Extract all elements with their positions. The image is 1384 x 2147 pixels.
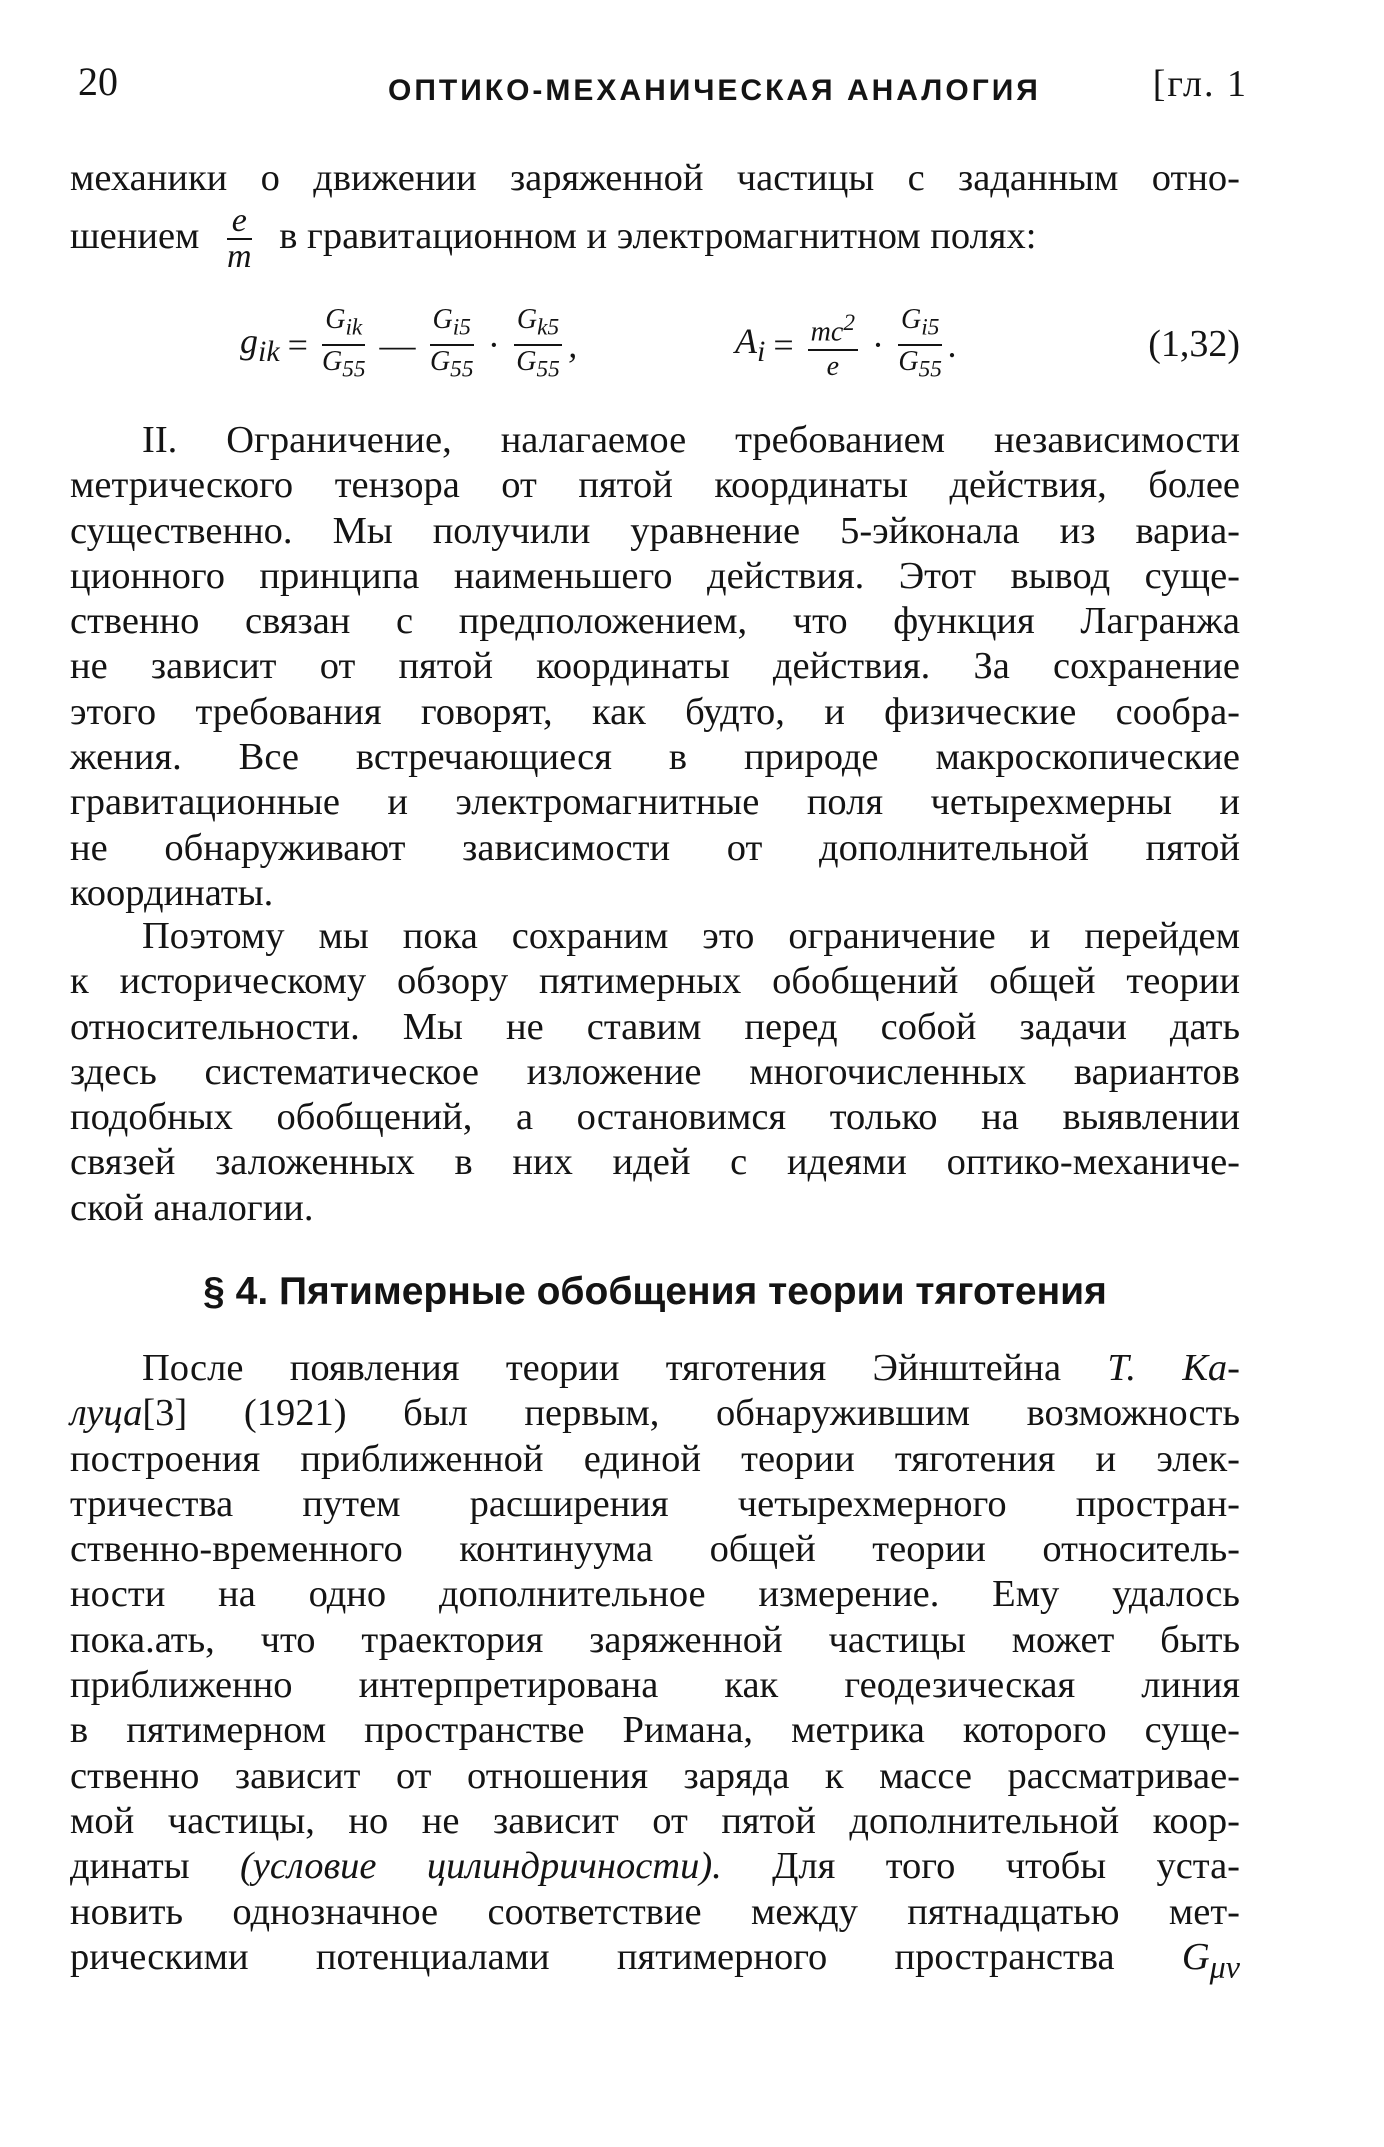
text-line: мой частицы, но не зависит от пятой дополнительной коор- (70, 1799, 1240, 1842)
text-line: не зависит от пятой координаты действия. За сохранение (70, 645, 1240, 688)
section-heading: § 4. Пятимерные обобщения теории тяготения (203, 1270, 1107, 1313)
text-line-with-fraction (70, 201, 1240, 276)
text-line: не обнаруживают зависимости от дополнительной пятой (70, 826, 1240, 869)
paragraph-ii (70, 418, 1240, 916)
text-line: ственно зависит от отношения заряда к массе рассматривае- (70, 1754, 1240, 1797)
text-fragment: шением (70, 215, 200, 258)
fraction-denominator: m (227, 238, 252, 276)
text-line: механики о движении заряженной частицы с заданным отно- (70, 157, 1240, 199)
text-line: этого требования говорят, как будто, и физические сообра- (70, 690, 1240, 733)
metric-equation (240, 290, 577, 400)
text-line: существенно. Мы получили уравнение 5-эйконала из вариа- (70, 509, 1240, 552)
running-title: ОПТИКО-МЕХАНИЧЕСКАЯ АНАЛОГИЯ (388, 74, 1041, 107)
text-line: луца[3] (1921) был первым, обнаружившим возможность (70, 1392, 1240, 1435)
comma: , (568, 325, 578, 365)
fraction: $\frac{G_{i5}}{G_{55}}$ (429, 304, 474, 383)
equation-number: (1,32) (1148, 323, 1240, 365)
e-over-m-fraction (227, 204, 252, 274)
text-line: в пятимерном пространстве Римана, метрика которого суще- (70, 1709, 1240, 1752)
text-line: ности на одно дополнительное измерение. Ему удалось (70, 1573, 1240, 1616)
intro-paragraph (70, 156, 1240, 276)
potential-equation (735, 290, 957, 400)
text-line: Поэтому мы пока сохраним это ограничение и перейдем (142, 915, 1240, 957)
text-line: ской аналогии. (70, 1186, 314, 1229)
text-line: к историческому обзору пятимерных обобщений общей теории (70, 960, 1240, 1003)
text-line: пока.ать, что траектория заряженной частицы может быть (70, 1618, 1240, 1661)
text-line: II. Ограничение, налагаемое требованием независимости (142, 419, 1240, 461)
fraction: $\frac{G_{k5}}{G_{55}}$ (514, 304, 562, 385)
dot-operator: · (487, 325, 500, 365)
fraction: $\frac{G_{ik}}{G_{55}}$ (321, 304, 366, 383)
page-number: 20 (78, 59, 118, 104)
text-line: ственно связан с предположением, что функция Лагранжа (70, 600, 1240, 643)
text-line: подобных обобщений, а остановимся только на выявлении (70, 1096, 1240, 1139)
text-fragment: в гравитационном и электромагнитном полях: (279, 215, 1037, 258)
fraction: $\frac{G_{i5}}{G_{55}}$ (898, 304, 942, 383)
text-line: новить однозначное соответствие между пятнадцатью мет- (70, 1890, 1240, 1933)
text-line: связей заложенных в них идей с идеями оптико-механиче- (70, 1141, 1240, 1184)
text-line: После появления теории тяготения Эйнштейна Т. Ка- (142, 1347, 1241, 1389)
chapter-label: [гл. 1 (1152, 63, 1248, 105)
text-line: ционного принципа наименьшего действия. Этот вывод суще- (70, 554, 1240, 597)
equation-1-32 (240, 290, 1240, 400)
equals-sign: = (287, 325, 308, 365)
text-line: метрического тензора от пятой координаты действия, более (70, 464, 1240, 507)
paragraph-kaluza (70, 1346, 1241, 1985)
period: . (948, 325, 958, 365)
text-line: гравитационные и электромагнитные поля четырехмерны и (70, 781, 1240, 824)
text-line: координаты. (70, 871, 274, 914)
text-line: жения. Все встречающиеся в природе макроскопические (70, 736, 1240, 779)
reference-marker: [3] (142, 1392, 188, 1435)
page-header (78, 58, 1248, 118)
fraction: $\frac{mc^2}{e}$ (808, 307, 858, 382)
g-symbol: $g_{ik}$ (240, 321, 280, 369)
a-symbol: $A_i$ (735, 321, 766, 369)
text-line: построения приближенной единой теории тяготения и элек- (70, 1437, 1240, 1480)
text-line: относительности. Мы не ставим перед собой задачи дать (70, 1005, 1240, 1048)
text-line: рическими потенциалами пятимерного пространства $G_{\mu\nu}$ (70, 1935, 1241, 1985)
minus-sign: — (379, 325, 416, 365)
equals-sign: = (773, 325, 794, 365)
text-line: здесь систематическое изложение многочисленных вариантов (70, 1050, 1240, 1093)
paragraph-historical (70, 914, 1240, 1231)
dot-operator: · (871, 325, 884, 365)
fraction-numerator: e (227, 204, 252, 240)
text-line: приближенно интерпретирована как геодезическая линия (70, 1664, 1240, 1707)
text-line: динаты (условие цилиндричности). Для того чтобы уста- (70, 1845, 1240, 1888)
text-line: ственно-временного континуума общей теории относитель- (70, 1528, 1240, 1571)
text-line: тричества путем расширения четырехмерного простран- (70, 1482, 1240, 1525)
